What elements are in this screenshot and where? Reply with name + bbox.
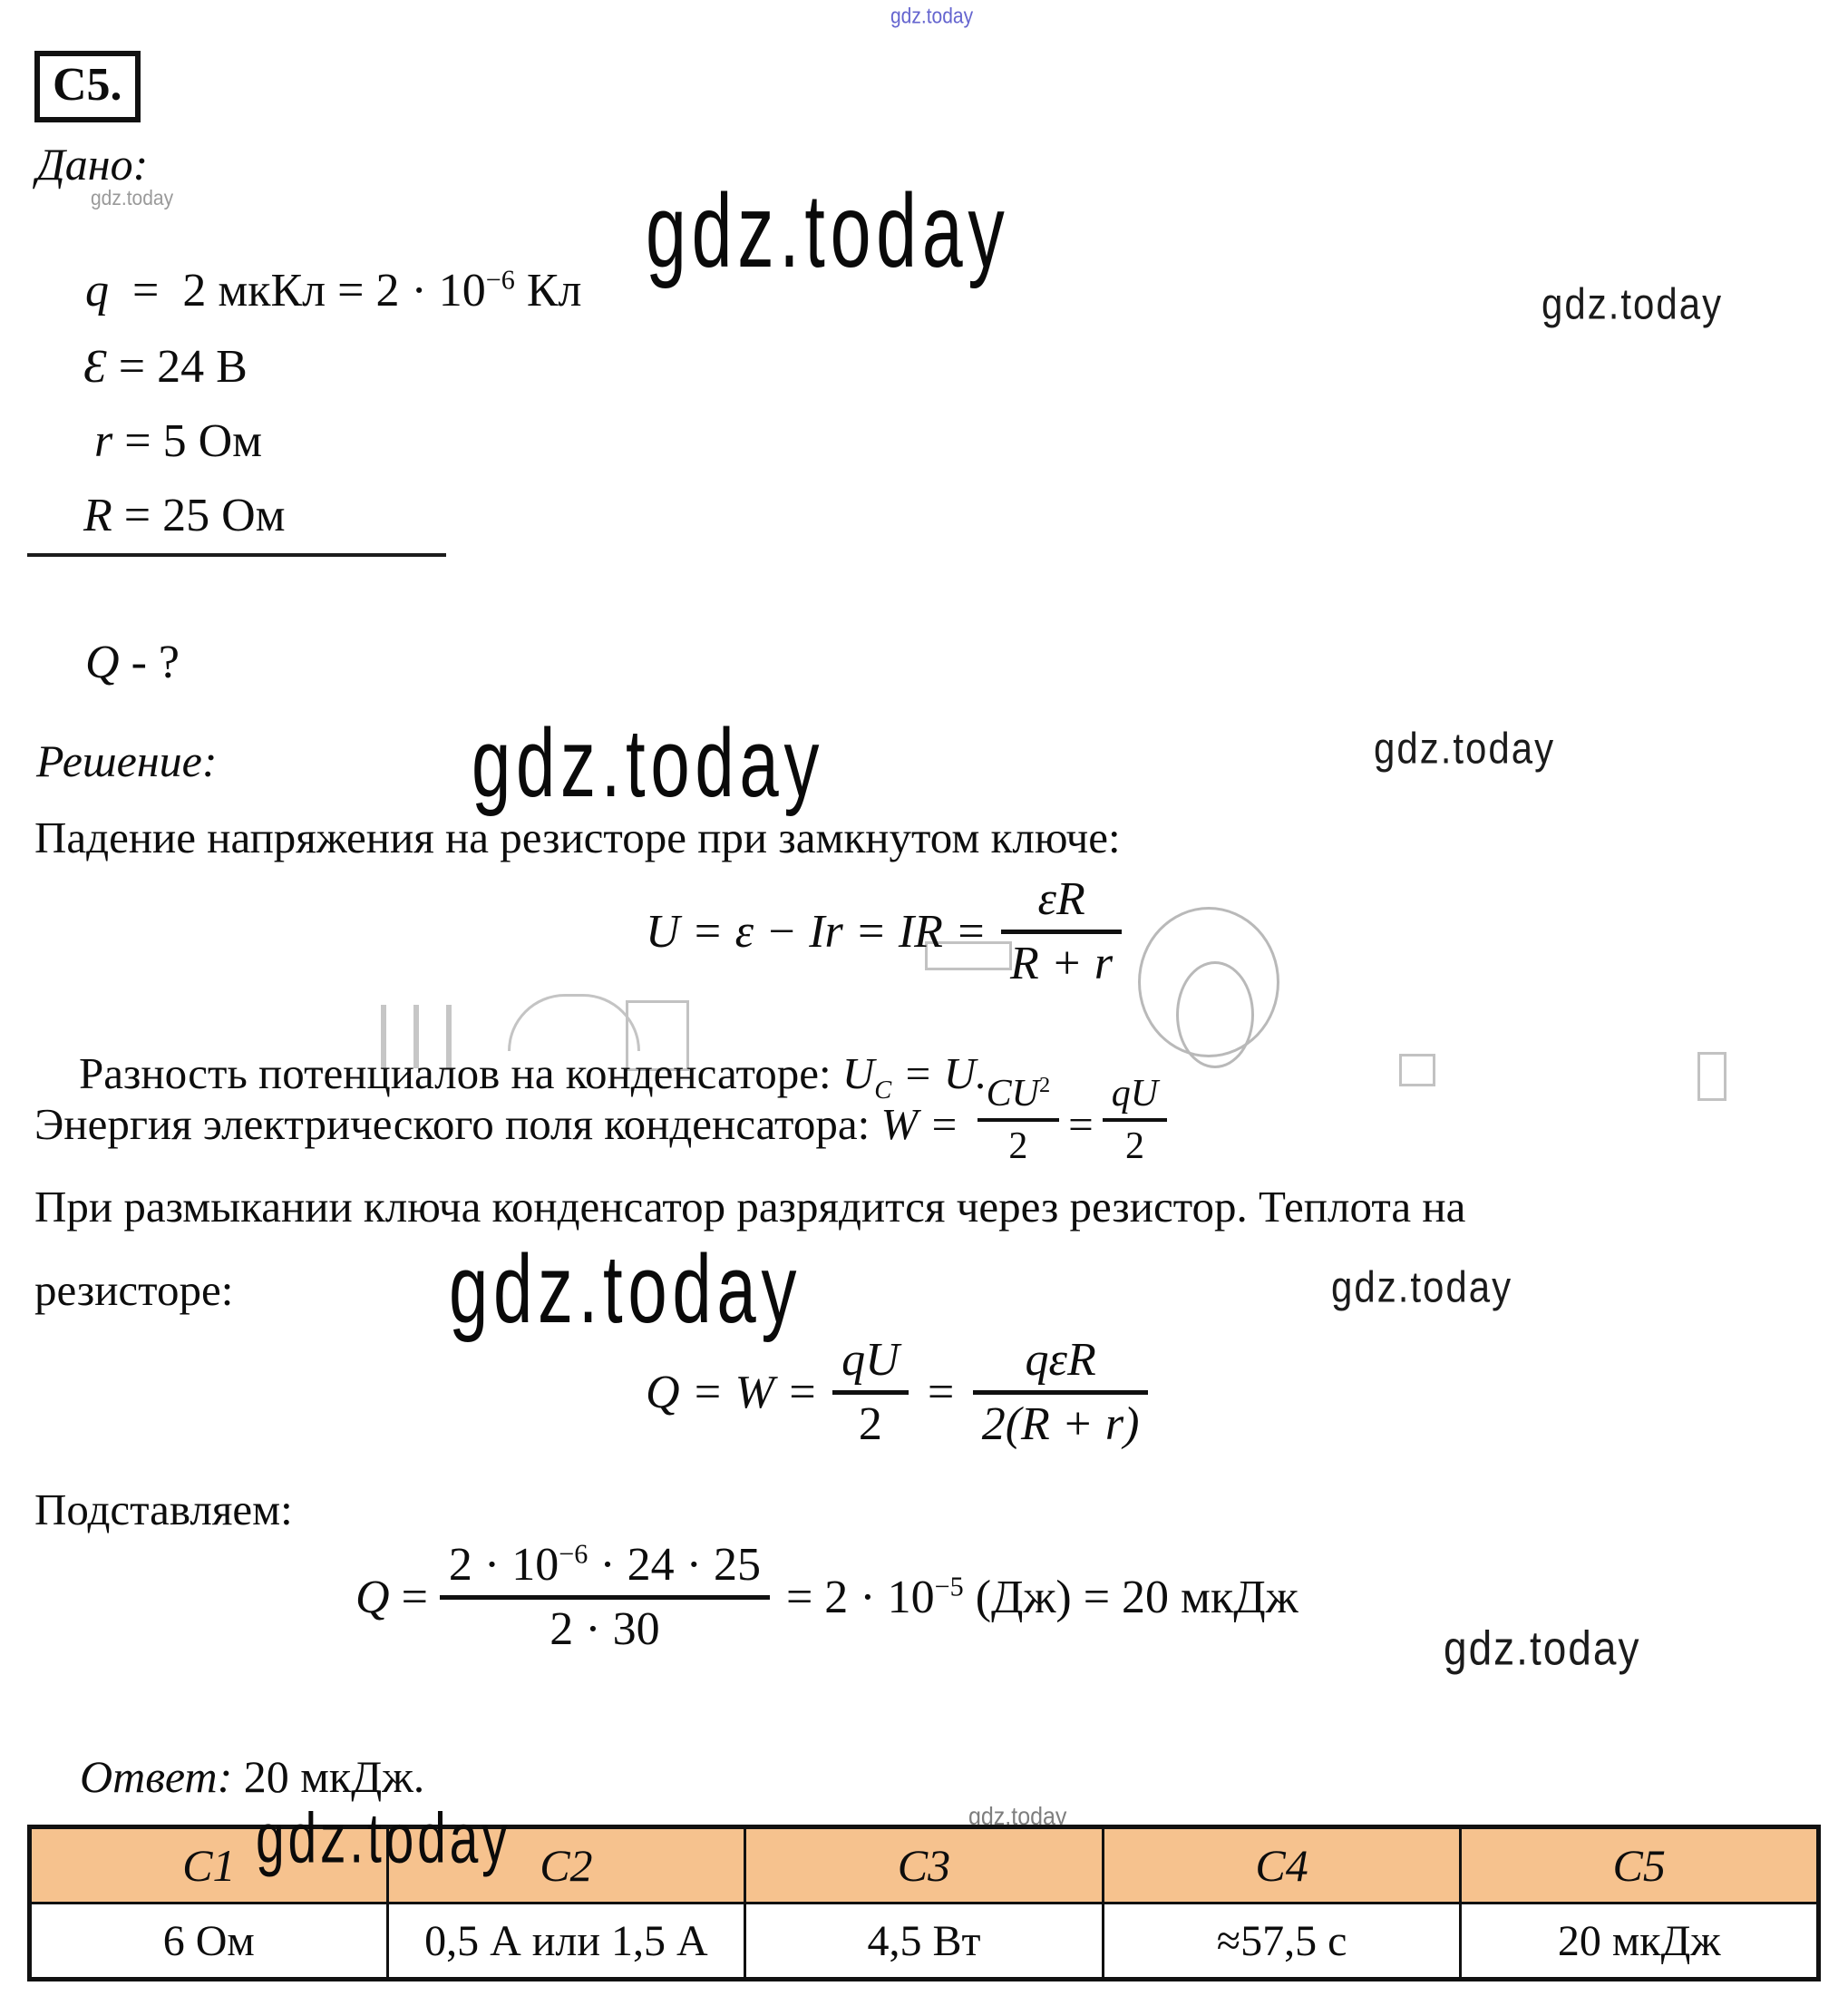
watermark-gdz-right-4: gdz.today <box>1444 1621 1641 1675</box>
exponent: −6 <box>485 264 515 296</box>
fraction-denominator: 2 <box>1008 1125 1028 1168</box>
formula-voltage <box>646 872 1122 991</box>
fraction-numerator: qU <box>1111 1073 1159 1115</box>
var-r: r <box>94 415 113 467</box>
watermark-gdz-top: gdz.today <box>890 5 974 29</box>
answers-value-c4: ≈57,5 с <box>1103 1904 1461 1980</box>
problem-number-box <box>34 51 141 122</box>
fraction-numerator: qU <box>841 1334 900 1386</box>
answers-header-c5: С5 <box>1461 1827 1819 1904</box>
formula-heat-lhs: Q = W = <box>646 1366 819 1418</box>
scan-artifact <box>1697 1052 1726 1101</box>
fraction-numerator: εR <box>1037 873 1085 925</box>
fraction-numerator <box>440 1538 770 1592</box>
fraction <box>832 1333 909 1452</box>
fraction <box>973 1333 1149 1452</box>
fraction <box>440 1538 770 1657</box>
exponent: −6 <box>559 1538 588 1570</box>
answers-value-c2: 0,5 А или 1,5 А <box>387 1904 745 1980</box>
answers-header-c1: С1 <box>30 1827 388 1904</box>
var-Q: Q <box>355 1571 390 1623</box>
fraction-bar <box>1103 1118 1167 1122</box>
fraction-bar <box>832 1390 909 1395</box>
given-label: Дано: <box>36 139 149 190</box>
formula-result <box>786 1571 1298 1624</box>
numeric-part: · 24 · 25 <box>588 1539 761 1591</box>
fraction-numerator <box>977 1072 1060 1115</box>
paragraph-discharge-2: резисторе: <box>34 1265 234 1315</box>
numeric-part: (Дж) = 20 мкДж <box>963 1571 1298 1623</box>
fraction-denominator: R + r <box>1010 937 1114 989</box>
given-emf-value: = 24 В <box>106 341 248 393</box>
numeric-part: = 2 · 10 <box>785 1571 935 1623</box>
given-resistance <box>36 435 286 596</box>
given-charge-value: = 2 мкКл = 2 · 10 <box>109 265 486 316</box>
watermark-gdz-table-large: gdz.today <box>256 1798 511 1878</box>
given-divider <box>27 553 446 557</box>
answer-label: Ответ: <box>80 1751 233 1802</box>
fraction-denominator: 2 <box>1124 1125 1144 1168</box>
numeric-part: 2 · 10 <box>448 1539 559 1591</box>
given-r-value: = 5 Ом <box>112 415 263 467</box>
subscript-C: C <box>874 1076 892 1105</box>
watermark-gdz-large-1: gdz.today <box>646 173 1010 290</box>
solution-label: Решение: <box>36 735 218 786</box>
formula-heat <box>646 1333 1148 1452</box>
fraction-bar <box>1001 930 1122 934</box>
watermark-gdz-right-3: gdz.today <box>1331 1262 1513 1312</box>
paragraph-text: Разность потенциалов на конденсаторе: <box>79 1048 842 1098</box>
fraction-denominator: 2 <box>858 1397 882 1450</box>
paragraph-substitute: Подставляем: <box>34 1485 293 1534</box>
answers-header-c4: С4 <box>1103 1827 1461 1904</box>
answers-table-value-row <box>30 1904 1819 1980</box>
watermark-gdz-table-small: gdz.today <box>968 1803 1067 1831</box>
watermark-gdz-large-2: gdz.today <box>472 710 825 818</box>
var-CU: CU <box>986 1073 1039 1115</box>
fraction-bar <box>977 1118 1060 1122</box>
find-question: - ? <box>119 637 180 688</box>
watermark-gdz-small-given: gdz.today <box>91 187 174 210</box>
watermark-gdz-right-1: gdz.today <box>1542 279 1724 329</box>
equation-tail: = U. <box>891 1048 987 1098</box>
fraction-numerator: qεR <box>1025 1334 1096 1386</box>
formula-voltage-lhs: U = ε − Ir = IR = <box>646 905 987 958</box>
unit: Кл <box>514 265 582 316</box>
answers-value-c1: 6 Ом <box>30 1904 388 1980</box>
equals-sign: = <box>1068 1098 1094 1149</box>
equals-sign: = <box>389 1571 440 1623</box>
answer-value: 20 мкДж. <box>232 1751 425 1802</box>
fraction-denominator: 2(R + r) <box>981 1397 1140 1450</box>
fraction <box>1103 1072 1167 1169</box>
var-q: q <box>85 265 109 316</box>
scan-artifact <box>1399 1054 1435 1086</box>
scan-artifact <box>1176 961 1254 1068</box>
fraction <box>977 1072 1060 1169</box>
equals-sign: = <box>924 1366 957 1418</box>
find-quantity <box>38 582 180 743</box>
problem-number: С5. <box>53 59 122 111</box>
answers-header-c3: С3 <box>745 1827 1104 1904</box>
watermark-gdz-right-2: gdz.today <box>1374 724 1556 774</box>
var-W: W = <box>880 1098 959 1149</box>
var-Q: Q <box>85 637 120 688</box>
given-R-value: = 25 Ом <box>112 490 286 541</box>
fraction <box>1001 872 1122 991</box>
fraction-denominator: 2 · 30 <box>550 1602 660 1655</box>
var-R: R <box>83 490 112 541</box>
fraction-bar <box>973 1390 1149 1395</box>
exponent: 2 <box>1038 1073 1051 1097</box>
var-emf: Ɛ <box>83 341 107 393</box>
answers-value-c3: 4,5 Вт <box>745 1904 1104 1980</box>
watermark-gdz-large-3: gdz.today <box>449 1236 802 1344</box>
paragraph-text: Энергия электрического поля конденсатора: <box>34 1098 881 1149</box>
answers-value-c5: 20 мкДж <box>1461 1904 1819 1980</box>
fraction-bar <box>440 1595 770 1600</box>
var-U: U <box>841 1048 875 1098</box>
paragraph-discharge-1: При размыкании ключа конденсатор разрядится через резистор. Теплота на <box>34 1182 1466 1232</box>
formula-substitution <box>355 1538 1315 1657</box>
exponent: −5 <box>934 1571 964 1602</box>
paragraph-voltage-drop: Падение напряжения на резисторе при замкнутом ключе: <box>34 813 1121 862</box>
answers-header-c2: С2 <box>387 1827 745 1904</box>
